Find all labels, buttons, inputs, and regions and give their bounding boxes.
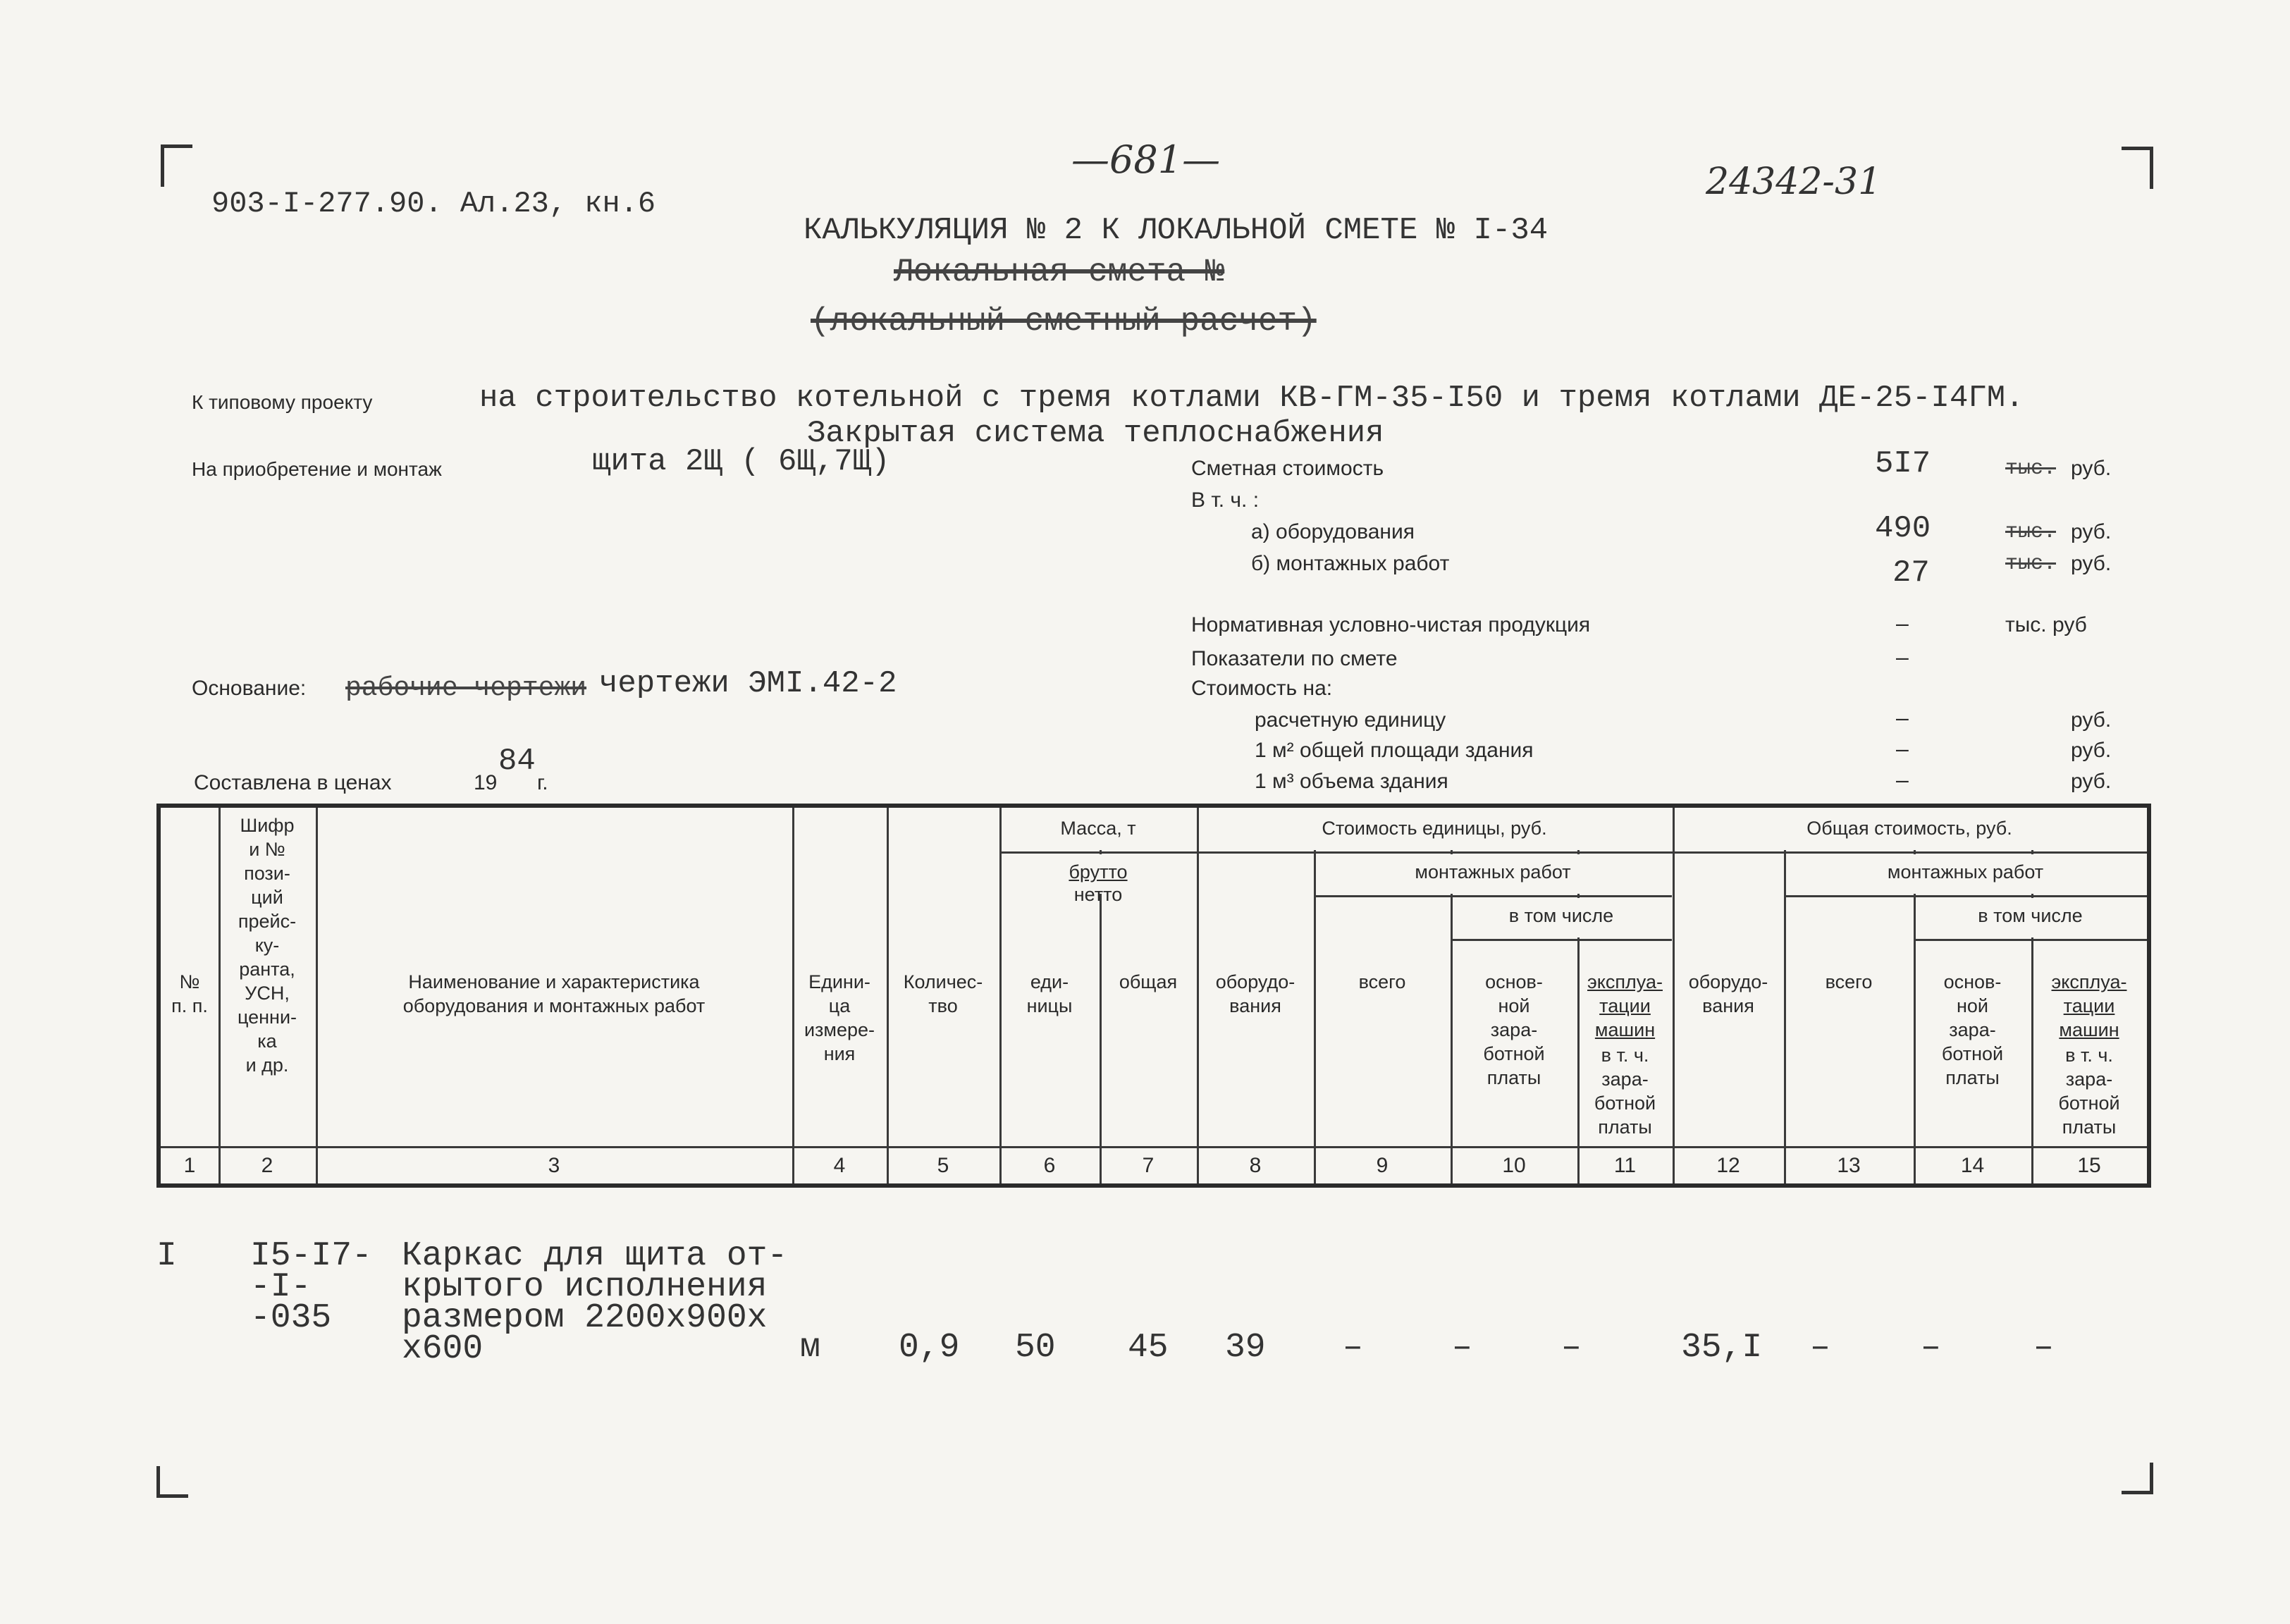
col-number-9: 9 (1376, 1154, 1389, 1177)
indicators-value: – (1896, 644, 1909, 670)
equipment-cost-unit: руб. (2071, 520, 2112, 543)
document-code: 903-I-277.90. Ал.23, кн.6 (211, 187, 656, 221)
row-mass-total: 45 (1128, 1329, 1169, 1367)
purchase-label: На приобретение и монтаж (192, 458, 442, 480)
row-unit: м (800, 1329, 820, 1367)
col-number-10: 10 (1502, 1154, 1526, 1177)
document-title: КАЛЬКУЛЯЦИЯ № 2 К ЛОКАЛЬНОЙ СМЕТЕ № I-34 (804, 213, 1549, 248)
netto-header: нетто (1073, 884, 1123, 905)
col-number-12: 12 (1716, 1154, 1740, 1177)
mass-header: Масса, т (1060, 818, 1136, 839)
normative-product-unit: тыс. руб (2005, 613, 2087, 636)
row-equipment-unit: 39 (1225, 1329, 1266, 1367)
volume-unit: руб. (2071, 770, 2112, 793)
row-total-mount: – (1810, 1329, 1830, 1367)
col-number-4: 4 (833, 1154, 846, 1177)
volume-value: – (1896, 767, 1909, 792)
col-number-15: 15 (2077, 1154, 2101, 1177)
col-code-header: Шифр и № пози- ций прейс- ку- ранта, УСН, ценни- ка и др. (237, 815, 297, 1076)
calc-unit-value: – (1896, 705, 1909, 730)
row-name: Каркас для щита от- крытого исполнения размером 2200х900х х600 (402, 1237, 788, 1368)
row-code: I5-I7- -I- -035 (250, 1237, 372, 1337)
row-total-base-wage: – (1921, 1329, 1941, 1367)
col-number-3: 3 (548, 1154, 560, 1177)
col-number-8: 8 (1249, 1154, 1262, 1177)
total-mount-header: монтажных работ (1887, 861, 2044, 882)
corner-mark-top-left (161, 144, 192, 187)
col-number-6: 6 (1043, 1154, 1056, 1177)
corner-mark-bottom-right (2122, 1463, 2153, 1494)
project-label: К типовому проекту (192, 391, 373, 413)
col-number-1: 1 (183, 1154, 196, 1177)
mounting-cost-label: б) монтажных работ (1251, 552, 1450, 575)
col-unit-header: Едини- ца измере- ния (804, 971, 875, 1064)
col-number-header: № п. п. (171, 971, 208, 1016)
estimate-table (156, 804, 2151, 1188)
mass-unit-header: еди- ницы (1026, 971, 1073, 1016)
area-label: 1 м² общей площади здания (1255, 739, 1534, 762)
col-number-7: 7 (1142, 1154, 1155, 1177)
purchase-value: щита 2Щ ( 6Щ,7Щ) (592, 444, 890, 479)
col-number-14: 14 (1960, 1154, 1985, 1177)
mounting-cost-value: 27 (1892, 555, 1930, 591)
basis-label: Основание: (192, 677, 307, 700)
mounting-cost-unit: руб. (2071, 552, 2112, 575)
unit-total-header: всего (1358, 971, 1406, 992)
project-description: на строительство котельной с тремя котлами КВ-ГМ-35-I50 и тремя котлами ДЕ-25-I4ГМ. (479, 381, 2024, 416)
row-equipment-total: 35,I (1681, 1329, 1763, 1367)
smeta-cost-label: Сметная стоимость (1191, 457, 1384, 480)
smeta-cost-value: 5I7 (1875, 446, 1931, 481)
unit-base-wage-header: основ- ной зара- ботной платы (1483, 971, 1545, 1088)
unit-equipment-header: оборудо- вания (1215, 971, 1295, 1016)
unit-machine-wage-header: в т. ч. зара- ботной платы (1594, 1045, 1656, 1138)
struck-title-local-calculation: (локальный сметный расчет) (811, 303, 1317, 340)
project-description-line2: Закрытая система теплоснабжения (807, 416, 1384, 451)
unit-cost-header: Стоимость единицы, руб. (1322, 818, 1547, 839)
corner-mark-bottom-left (156, 1466, 188, 1498)
unit-incl-header: в том числе (1508, 905, 1614, 926)
struck-unit: тыс. (2005, 520, 2057, 544)
row-unit-machine: – (1561, 1329, 1582, 1367)
mass-total-header: общая (1119, 971, 1178, 992)
corner-mark-top-right (2122, 147, 2153, 189)
struck-title-local-estimate: Локальная смета № (894, 254, 1225, 290)
normative-product-value: – (1896, 610, 1909, 636)
total-equipment-header: оборудо- вания (1688, 971, 1768, 1016)
prices-year-suffix: 84 (498, 744, 536, 779)
total-base-wage-header: основ- ной зара- ботной платы (1941, 971, 2004, 1088)
area-unit: руб. (2071, 739, 2112, 762)
equipment-cost-label: а) оборудования (1251, 520, 1415, 543)
row-unit-base-wage: – (1452, 1329, 1472, 1367)
col-quantity-header: Количес- тво (903, 971, 983, 1016)
cost-on-label: Стоимость на: (1191, 677, 1333, 700)
total-machine-wage-header: в т. ч. зара- ботной платы (2058, 1045, 2120, 1138)
archive-number: 24342-31 (1706, 161, 1882, 203)
row-unit-mount-total: – (1343, 1329, 1363, 1367)
normative-product-label: Нормативная условно-чистая продукция (1191, 613, 1591, 636)
unit-machine-header: эксплуа- тации машин (1587, 971, 1663, 1040)
smeta-cost-unit: руб. (2071, 457, 2112, 480)
row-quantity: 0,9 (899, 1329, 960, 1367)
prices-label: Составлена в ценах (194, 771, 392, 794)
page-number: —681— (1071, 137, 1221, 182)
col-number-2: 2 (261, 1154, 273, 1177)
struck-basis: рабочие чертежи (345, 673, 587, 703)
including-label: В т. ч. : (1191, 488, 1260, 512)
prices-year-end: г. (537, 771, 548, 794)
calc-unit-unit: руб. (2071, 708, 2112, 732)
total-total-header: всего (1825, 971, 1873, 992)
volume-label: 1 м³ объема здания (1255, 770, 1448, 793)
total-incl-header: в том числе (1978, 905, 2083, 926)
calc-unit-label: расчетную единицу (1255, 708, 1446, 732)
col-number-5: 5 (937, 1154, 949, 1177)
col-number-13: 13 (1837, 1154, 1861, 1177)
col-number-11: 11 (1613, 1154, 1637, 1177)
row-mass-unit: 50 (1015, 1329, 1056, 1367)
area-value: – (1896, 736, 1909, 761)
row-number: I (156, 1237, 177, 1275)
indicators-label: Показатели по смете (1191, 647, 1398, 670)
equipment-cost-value: 490 (1875, 511, 1931, 546)
total-machine-header: эксплуа- тации машин (2051, 971, 2127, 1040)
total-cost-header: Общая стоимость, руб. (1806, 818, 2012, 839)
prices-year-prefix: 19 (474, 771, 498, 794)
basis-value: чертежи ЭМI.42-2 (599, 666, 897, 701)
struck-unit: тыс. (2005, 457, 2057, 481)
row-total-machine: – (2033, 1329, 2054, 1367)
col-name-header: Наименование и характеристика оборудования и монтажных работ (402, 971, 706, 1016)
struck-unit: тыс. (2005, 552, 2057, 576)
brutto-header: брутто (1069, 861, 1128, 882)
unit-mount-header: монтажных работ (1415, 861, 1571, 882)
